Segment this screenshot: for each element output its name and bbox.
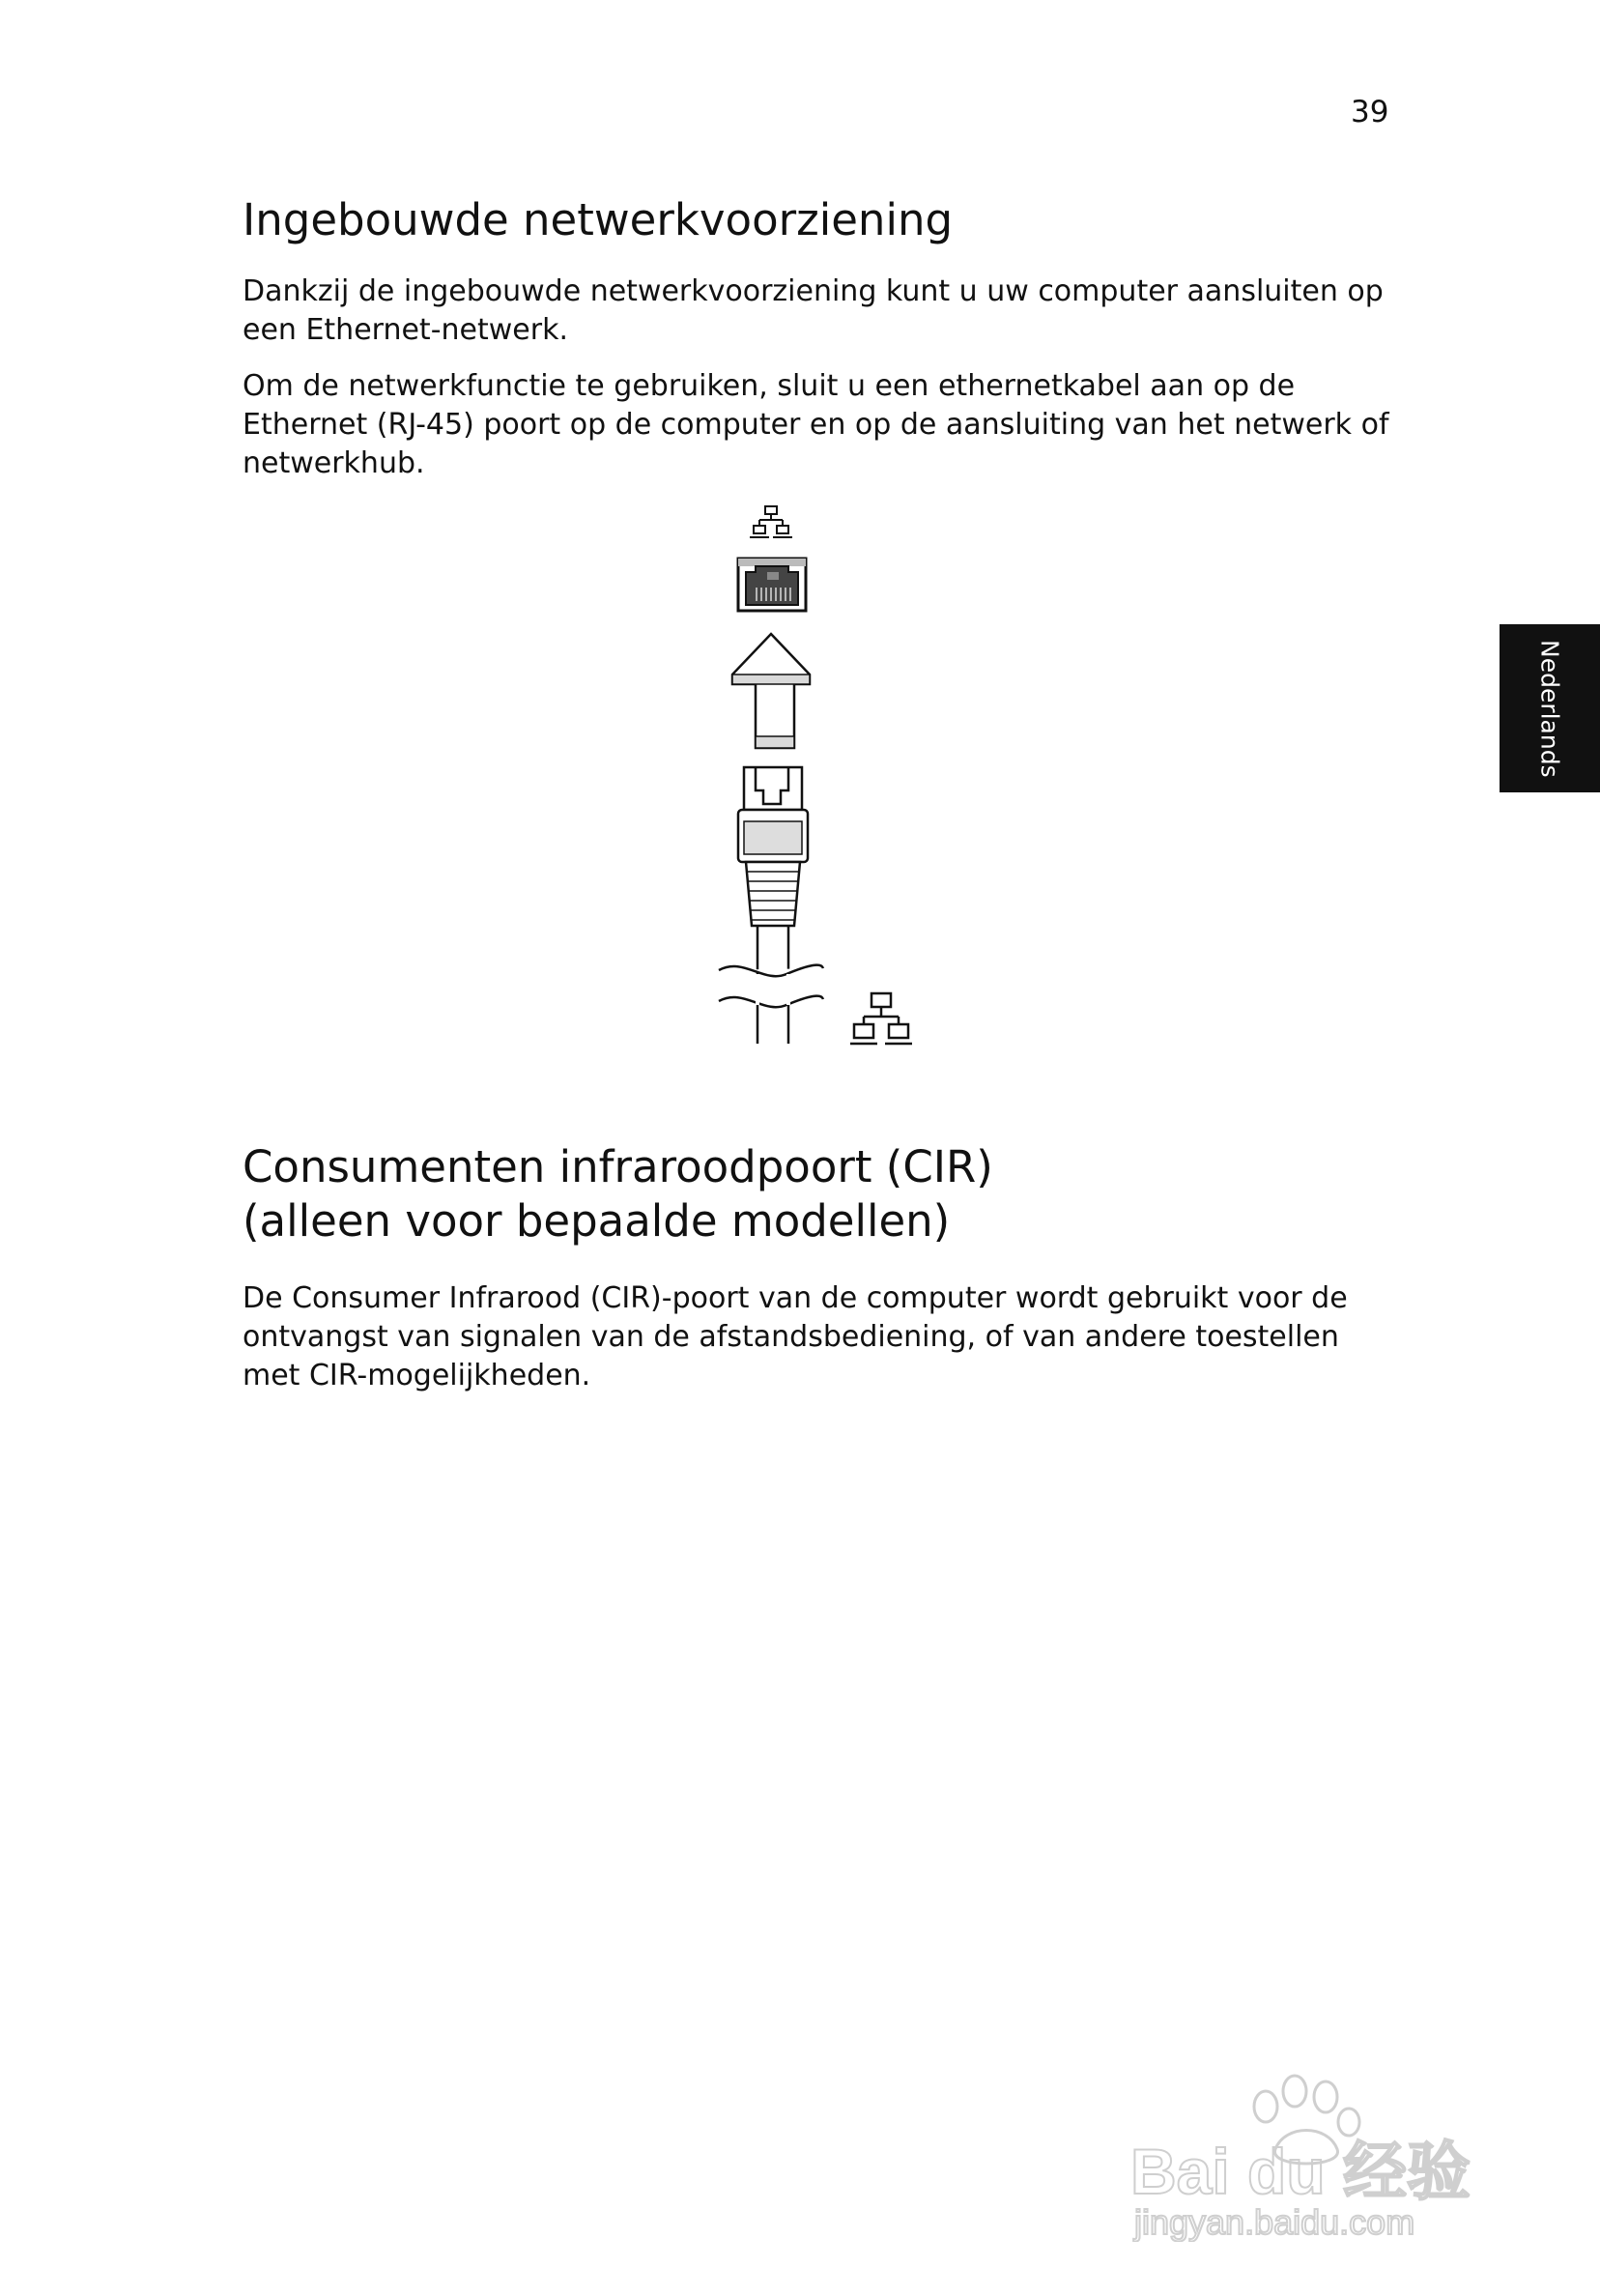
arrow-up-icon <box>732 634 810 748</box>
ethernet-figure <box>0 0 1600 1111</box>
network-icon <box>750 506 792 537</box>
rj45-port-icon <box>738 559 806 611</box>
paragraph-network-usage: Om de netwerkfunctie te gebruiken, sluit u een ethernetkabel aan op de Ethernet (RJ-45) poort op de computer en op de aansluiting van het netwerk of netwerkhub. <box>243 369 1389 480</box>
section-heading-network: Ingebouwde netwerkvoorziening <box>243 194 954 245</box>
rj45-plug-icon <box>719 767 823 1044</box>
paragraph-network-intro: Dankzij de ingebouwde netwerkvoorziening kunt u uw computer aansluiten op een Ethernet-netwerk. <box>243 274 1384 347</box>
paragraph-cir: De Consumer Infrarood (CIR)-poort van de computer wordt gebruikt voor de ontvangst van signalen van de afstandsbediening, of van andere toestellen met CIR-mogelijkheden. <box>243 1281 1348 1392</box>
section-heading-cir <box>243 1140 993 1248</box>
language-tab-label: Nederlands <box>1535 639 1564 778</box>
network-icon <box>850 993 912 1044</box>
baidu-watermark <box>1121 2049 1507 2242</box>
heading-line: Consumenten infraroodpoort (CIR) <box>243 1141 993 1192</box>
language-tab <box>1500 624 1600 792</box>
svg-text:jingyan.baidu.com: jingyan.baidu.com <box>1134 2202 1415 2242</box>
heading-line: (alleen voor bepaalde modellen) <box>243 1195 951 1247</box>
svg-text:Bai du 经验: Bai du 经验 <box>1130 2136 1471 2207</box>
page-number: 39 <box>1351 95 1389 129</box>
